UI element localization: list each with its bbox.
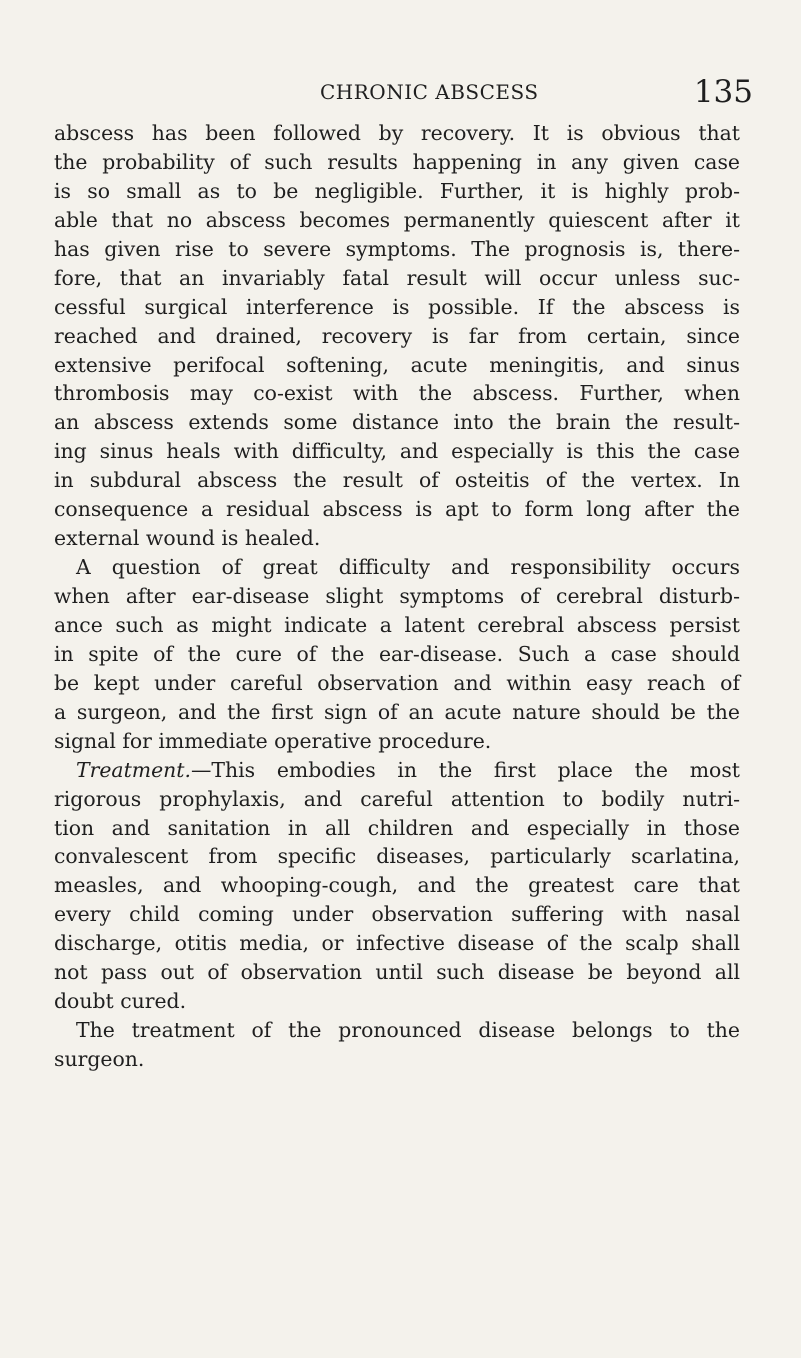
text-line: cessful surgical interference is possible. If the abscess is — [54, 294, 740, 319]
text-line: the probability of such results happening in any given case — [54, 149, 740, 174]
paragraph-question — [54, 553, 740, 756]
text-line: in subdural abscess the result of osteitis of the vertex. In — [54, 468, 740, 493]
text-line: be kept under careful observation and within easy reach of — [54, 670, 740, 695]
text-line: able that no abscess becomes permanently quiescent after it — [54, 207, 740, 232]
text-line: in spite of the cure of the ear-disease. Such a case should — [54, 641, 740, 666]
text-line-last: doubt cured. — [54, 989, 187, 1014]
text-line: when after ear-disease slight symptoms of cerebral disturb- — [54, 584, 740, 608]
paragraph-treatment — [54, 756, 740, 1016]
text-line-last: surgeon. — [54, 1047, 145, 1071]
text-line: fore, that an invariably fatal result will occur unless suc- — [54, 265, 740, 290]
text-line-indented: A question of great difficulty and responsibility occurs — [76, 555, 740, 580]
text-line: tion and sanitation in all children and especially in those — [54, 815, 740, 840]
text-line-last: external wound is healed. — [54, 526, 321, 551]
text-line-content: —This embodies in the first place the most — [190, 757, 740, 782]
text-line: has given rise to severe symptoms. The prognosis is, there- — [54, 236, 740, 261]
body-text — [54, 119, 740, 1074]
text-line: ance such as might indicate a latent cerebral abscess persist — [54, 612, 740, 637]
text-line-indented — [54, 756, 740, 785]
text-line: every child coming under observation suffering with nasal — [54, 902, 740, 927]
text-line: convalescent from specific diseases, particularly scarlatina, — [54, 844, 740, 869]
paragraph-surgeon — [54, 1016, 740, 1074]
page-number: 135 — [693, 74, 753, 110]
text-line: extensive perifocal softening, acute meningitis, and sinus — [54, 352, 740, 377]
text-line: consequence a residual abscess is apt to form long after the — [54, 497, 740, 522]
text-line: a surgeon, and the first sign of an acute nature should be the — [54, 699, 740, 724]
running-title: CHRONIC ABSCESS — [320, 80, 539, 104]
text-line: rigorous prophylaxis, and careful attention to bodily nutri- — [54, 786, 740, 811]
text-line-last: signal for immediate operative procedure. — [54, 728, 492, 753]
text-line: is so small as to be negligible. Further, it is highly prob- — [54, 178, 740, 203]
text-line: an abscess extends some distance into the brain the result- — [54, 410, 740, 435]
text-line: measles, and whooping-cough, and the greatest care that — [54, 873, 740, 898]
text-line: not pass out of observation until such disease be beyond all — [54, 960, 740, 985]
treatment-heading: Treatment. — [76, 757, 191, 782]
text-line: abscess has been followed by recovery. It is obvious that — [54, 121, 740, 145]
text-line: ing sinus heals with difficulty, and especially is this the case — [54, 439, 740, 464]
text-line: thrombosis may co-exist with the abscess. Further, when — [54, 381, 740, 406]
page-header — [0, 76, 801, 116]
text-line: discharge, otitis media, or infective disease of the scalp shall — [54, 931, 740, 956]
paragraph-prognosis — [54, 119, 740, 553]
text-line: reached and drained, recovery is far from certain, since — [54, 323, 740, 348]
text-line-indented: The treatment of the pronounced disease belongs to the — [76, 1018, 740, 1043]
